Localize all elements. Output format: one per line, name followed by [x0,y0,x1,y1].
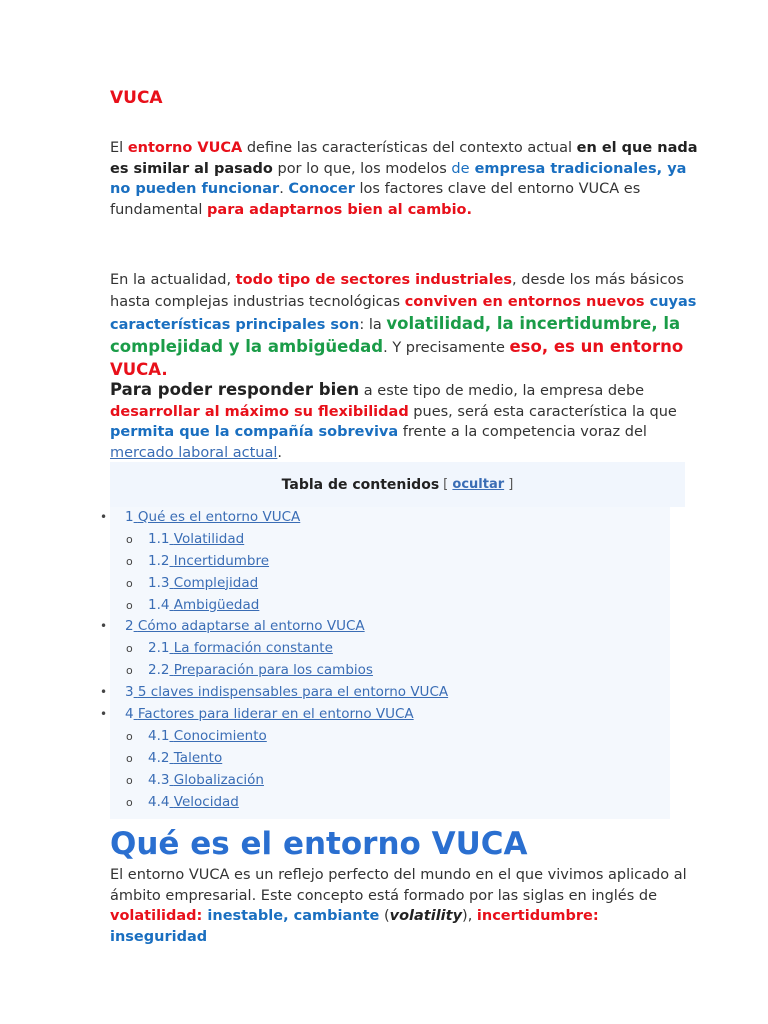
toc-item-text: Globalización [173,771,264,788]
toc-item-text: Ambigüedad [173,596,260,613]
toc-item-text: Cómo adaptarse al entorno VUCA [137,618,365,635]
toc-item-number: 4.4 [148,793,170,810]
intro-text: . [279,181,289,197]
highlight-sectores: todo tipo de sectores industriales [235,272,513,288]
toc-header [110,462,685,507]
actualidad-text: : la [359,317,387,333]
highlight-flexibilidad: desarrollar al máximo su flexibilidad [110,403,409,420]
section-paragraph [110,865,700,947]
toc-item-number: 1.3 [148,574,170,591]
toc-item[interactable] [110,529,670,551]
highlight-sobreviva: permita que la compañía sobreviva [110,424,399,440]
toc-item-link[interactable] [169,597,259,613]
highlight-adaptarnos: para adaptarnos bien al cambio. [207,201,473,218]
highlight-inestable: inestable, cambiante [202,908,380,924]
document-title: VUCA [110,88,163,108]
responder-paragraph [110,380,700,463]
intro-text-de: de [451,160,470,177]
actualidad-text: , desde los más básicos hasta complejas industrias tecnológicas [110,272,684,310]
toc-item-text: Volatilidad [173,530,245,547]
toc-item[interactable] [110,704,670,726]
toc-item-link[interactable] [169,662,372,678]
actualidad-text: . Y precisamente [383,340,510,356]
table-of-contents [110,462,670,819]
actualidad-text: En la actualidad, [110,272,236,288]
intro-text: los factores clave del entorno VUCA es fundamental [110,181,641,218]
highlight-volatilidad: volatilidad, la incertidumbre, la complejidad y la ambigüedad [110,314,681,356]
section-text: ), [462,908,477,924]
toc-item-number: 4.2 [148,749,170,766]
toc-item-link[interactable] [169,553,269,569]
toc-item-number: 1.1 [148,530,170,547]
responder-text: a este tipo de medio, la empresa debe [359,383,645,399]
highlight-similar-pasado: en el que nada es similar al pasado [110,140,698,177]
toc-item-text: Velocidad [173,793,239,810]
highlight-caracteristicas: cuyas características principales son [110,294,697,333]
toc-item[interactable] [110,770,670,792]
toc-item[interactable] [110,748,670,770]
toc-title: Tabla de contenidos [281,476,440,493]
toc-item[interactable] [110,507,670,529]
toc-item-text: Preparación para los cambios [173,662,373,679]
toc-item[interactable] [110,660,670,682]
section-title: Qué es el entorno VUCA [110,826,528,862]
toc-item-number: 2.1 [148,640,170,657]
highlight-empresa-tradicionales: empresa tradicionales, ya no pueden funcionar [110,160,687,197]
highlight-volatilidad-term: volatilidad: [110,908,203,924]
toc-item[interactable] [110,682,670,704]
highlight-inseguridad: inseguridad [110,928,208,945]
section-text: El entorno VUCA es un reflejo perfecto del mundo en el que vivimos aplicado al ámbito empresarial. Este concepto está formado por las siglas en inglés de [110,867,687,904]
intro-text: El [110,140,128,156]
highlight-entorno-vuca-2: eso, es un entorno VUCA. [110,337,684,379]
toc-item-link[interactable] [169,794,238,810]
toc-bracket-close: ] [508,477,514,492]
toc-item-link[interactable] [169,750,222,766]
toc-item[interactable] [110,551,670,573]
toc-item-number: 2 [125,618,134,635]
section-text: ( [379,908,390,924]
toc-item-text: Complejidad [173,574,259,591]
toc-item[interactable] [110,595,670,617]
toc-item-link[interactable] [169,728,266,744]
responder-text: . [277,444,282,461]
toc-item[interactable] [110,792,670,814]
toc-item[interactable] [110,616,670,638]
toc-item-number: 1 [125,509,134,525]
toc-item[interactable] [110,638,670,660]
toc-item[interactable] [110,726,670,748]
highlight-volatility: volatility [389,908,463,924]
intro-text: por lo que, los modelos [272,160,452,177]
responder-text: frente a la competencia voraz del [398,424,647,440]
toc-item-text: Conocimiento [173,727,267,744]
toc-item-text: Incertidumbre [173,552,270,569]
toc-item-link[interactable] [169,640,332,656]
toc-item-text: La formación constante [173,640,333,657]
toc-hide-link[interactable]: ocultar [452,477,505,492]
toc-item-text: 5 claves indispensables para el entorno VUCA [137,684,449,701]
toc-item-number: 4.3 [148,771,170,788]
toc-toggle [443,477,513,492]
toc-item-number: 4 [125,706,134,723]
toc-item-number: 1.4 [148,596,170,613]
highlight-incertidumbre-term: incertidumbre: [476,908,599,924]
mercado-laboral-link[interactable]: mercado laboral actual [110,444,278,461]
highlight-conviven: conviven en entornos nuevos [404,294,645,310]
highlight-conocer: Conocer [288,181,355,197]
toc-item-link[interactable] [134,618,365,634]
highlight-responder: Para poder responder bien [110,380,360,399]
toc-bracket-open: [ [443,477,449,492]
toc-item-text: Factores para liderar en el entorno VUCA [137,706,414,723]
toc-item[interactable] [110,573,670,595]
toc-item-link[interactable] [169,531,244,547]
toc-item-link[interactable] [169,575,258,591]
toc-item-link[interactable] [134,509,301,525]
responder-text: pues, será esta característica la que [408,403,677,420]
toc-item-link[interactable] [169,772,263,788]
toc-item-number: 2.2 [148,662,170,679]
intro-paragraph [110,138,700,220]
actualidad-paragraph [110,269,700,382]
toc-item-number: 4.1 [148,727,170,744]
toc-item-text: Qué es el entorno VUCA [137,509,301,525]
highlight-entorno-vuca: entorno VUCA [127,140,243,156]
toc-list [110,507,670,813]
toc-item-number: 3 [125,684,134,701]
toc-item-link[interactable] [134,706,414,722]
intro-text: define las características del contexto actual [242,140,577,156]
toc-item-link[interactable] [134,684,449,700]
toc-item-text: Talento [173,749,223,766]
toc-item-number: 1.2 [148,552,170,569]
